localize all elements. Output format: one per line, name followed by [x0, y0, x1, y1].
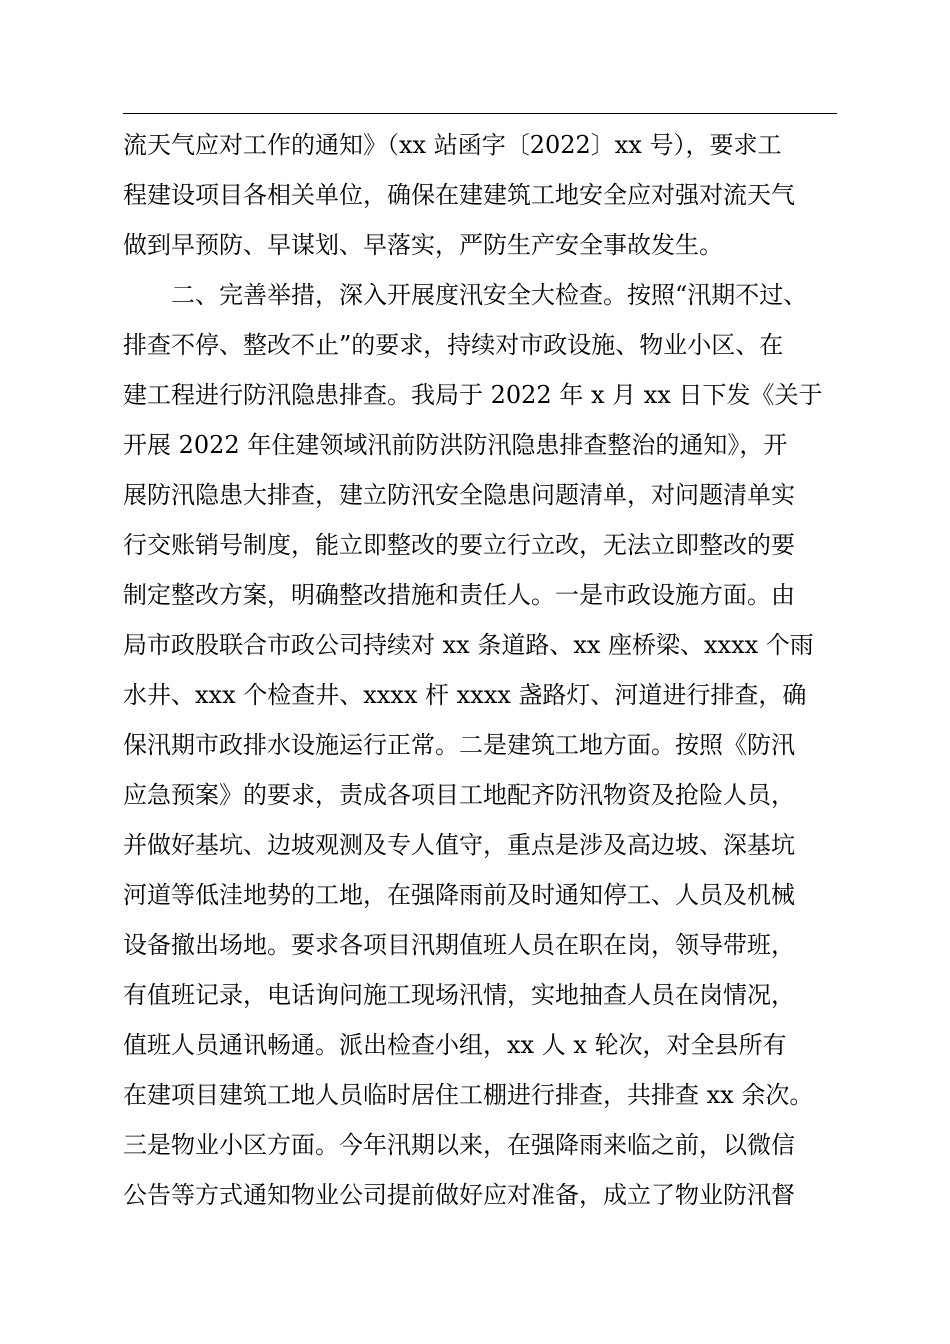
text-line: 在建项目建筑工地人员临时居住工棚进行排查，共排查 xx 余次。 [123, 1081, 814, 1109]
text-line: 设备撤出场地。要求各项目汛期值班人员在职在岗，领导带班， [123, 931, 795, 959]
text-line: 并做好基坑、边坡观测及专人值守，重点是涉及高边坡、深基坑 [123, 831, 795, 859]
text-line: 公告等方式通知物业公司提前做好应对准备，成立了物业防汛督 [123, 1181, 795, 1209]
text-line: 行交账销号制度，能立即整改的要立行立改，无法立即整改的要 [123, 531, 795, 559]
text-line: 排查不停、整改不止”的要求，持续对市政设施、物业小区、在 [123, 331, 784, 359]
document-body [123, 120, 839, 1220]
text-line: 水井、xxx 个检查井、xxxx 杆 xxxx 盏路灯、河道进行排查，确 [123, 681, 807, 709]
text-line: 建工程进行防汛隐患排查。我局于 2022 年 x 月 xx 日下发《关于 [123, 381, 823, 409]
text-line: 河道等低洼地势的工地，在强降雨前及时通知停工、人员及机械 [123, 881, 795, 909]
text-line: 制定整改方案，明确整改措施和责任人。一是市政设施方面。由 [123, 581, 795, 609]
text-line: 有值班记录，电话询问施工现场汛情，实地抽查人员在岗情况， [123, 981, 795, 1009]
text-line: 应急预案》的要求，责成各项目工地配齐防汛物资及抢险人员， [123, 781, 795, 809]
text-line: 局市政股联合市政公司持续对 xx 条道路、xx 座桥梁、xxxx 个雨 [123, 631, 814, 659]
text-line: 三是物业小区方面。今年汛期以来，在强降雨来临之前，以微信 [123, 1131, 795, 1159]
header-rule [123, 113, 837, 114]
text-line: 做到早预防、早谋划、早落实，严防生产安全事故发生。 [123, 231, 723, 259]
text-line: 值班人员通讯畅通。派出检查小组，xx 人 x 轮次，对全县所有 [123, 1031, 787, 1059]
text-line: 保汛期市政排水设施运行正常。二是建筑工地方面。按照《防汛 [123, 731, 795, 759]
text-line: 程建设项目各相关单位，确保在建建筑工地安全应对强对流天气 [123, 181, 795, 209]
paragraph-start-line: 二、完善举措，深入开展度汛安全大检查。按照“汛期不过、 [123, 281, 808, 309]
text-line: 开展 2022 年住建领域汛前防洪防汛隐患排查整治的通知》，开 [123, 431, 788, 459]
text-line: 展防汛隐患大排查，建立防汛安全隐患问题清单，对问题清单实 [123, 481, 795, 509]
text-line: 流天气应对工作的通知》（xx 站函字〔2022〕xx 号），要求工 [123, 131, 782, 159]
